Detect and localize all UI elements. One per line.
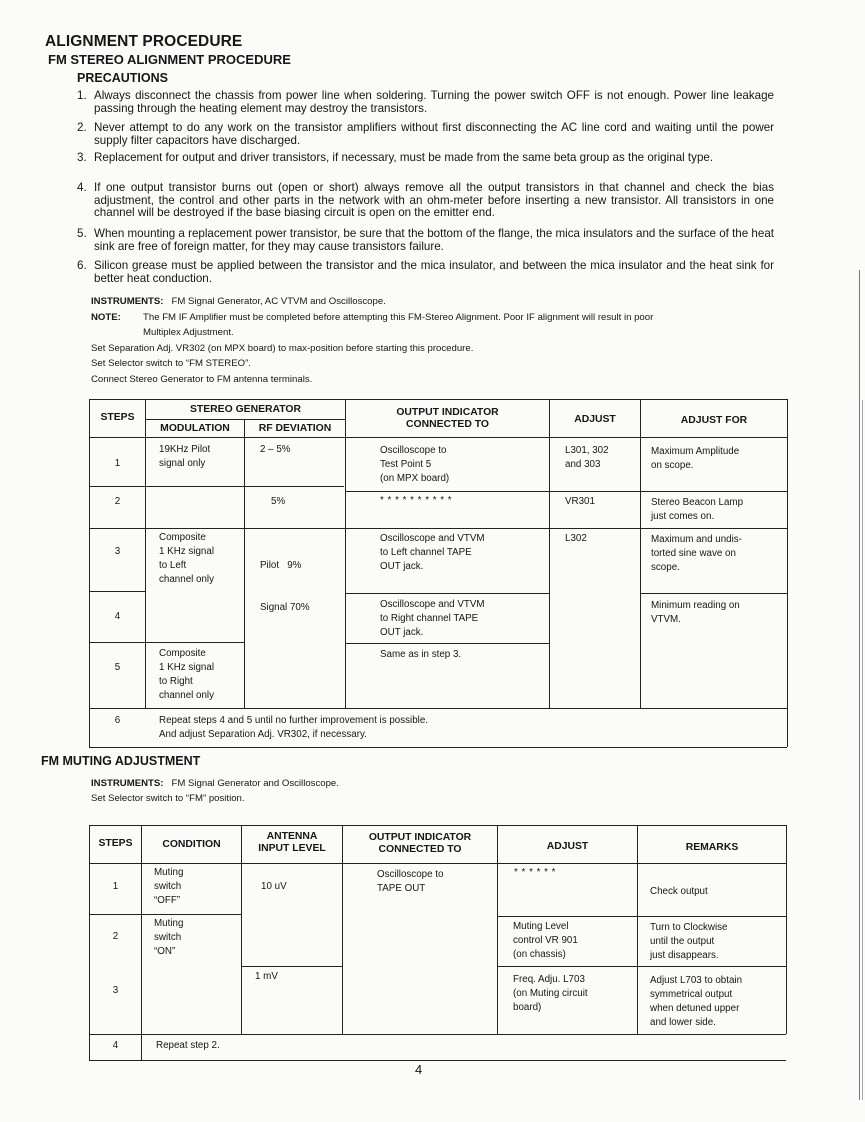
header-condition: CONDITION [162, 839, 221, 850]
condition-cell [154, 917, 183, 959]
instruction-connect: Connect Stereo Generator to FM antenna terminals. [91, 374, 313, 385]
scan-edge [857, 0, 865, 1122]
cell-line: OUT jack. [380, 626, 424, 638]
rf-deviation-cell: 2 – 5% [260, 444, 291, 455]
cell-line: Maximum and undis- [651, 534, 742, 545]
header-steps: STEPS [98, 838, 133, 849]
cell-line: Composite [159, 532, 206, 543]
cell-line: Adjust L703 to obtain [650, 975, 743, 986]
header-modulation: MODULATION [160, 423, 230, 434]
step-number: 4 [114, 611, 121, 622]
condition-cell [154, 866, 183, 908]
cell-line: “ON” [154, 945, 176, 957]
adjust-cell: VR301 [565, 496, 595, 507]
cell-line: control VR 901 [513, 934, 578, 946]
cell-line: until the output [650, 935, 715, 947]
precaution-number: 6. [77, 259, 87, 272]
adjust-cell [513, 920, 578, 962]
cell-line: And adjust Separation Adj. VR302, if necessary. [159, 728, 367, 740]
cell-line: Minimum reading on [651, 600, 740, 611]
cell-line: symmetrical output [650, 988, 733, 1000]
output-indicator-cell [377, 868, 443, 896]
step-number: 2 [112, 931, 119, 942]
cell-line: TAPE OUT [377, 882, 426, 894]
cell-line: (on MPX board) [380, 472, 450, 484]
note-label: NOTE: [91, 312, 121, 323]
precaution-number: 5. [77, 227, 87, 240]
cell-line: to Left [159, 559, 187, 571]
step-number: 3 [112, 985, 119, 996]
cell-line: Repeat steps 4 and 5 until no further improvement is possible. [159, 715, 429, 726]
header-output-line1: OUTPUT INDICATOR [368, 832, 472, 843]
precaution-text: When mounting a replacement power transistor, be sure that the bottom of the flange, the mica insulators and the surface of the heat sink are free of foreign matter, for they may cause transistors failure. [94, 227, 774, 253]
cell-line: 19KHz Pilot [159, 444, 211, 455]
cell-line: Muting [154, 918, 184, 929]
cell-line: Freq. Adju. L703 [513, 974, 585, 985]
precaution-number: 3. [77, 151, 87, 164]
cell-line: to Right channel TAPE [380, 612, 479, 624]
header-steps: STEPS [100, 412, 135, 423]
cell-line: OUT jack. [380, 560, 424, 572]
cell-line: to Left channel TAPE [380, 546, 472, 558]
header-stereo-generator: STEREO GENERATOR [189, 404, 302, 415]
cell-line: Muting Level [513, 921, 569, 932]
cell-line: (on Muting circuit [513, 987, 588, 999]
adjust-cell: * * * * * * [514, 867, 556, 878]
precaution-text: Always disconnect the chassis from power line when soldering. Turning the power switch OFF is not enough. Power line leakage passing through the heating element may destroy the transistors. [94, 89, 774, 115]
cell-line: and lower side. [650, 1016, 716, 1028]
header-antenna-line1: ANTENNA [266, 831, 318, 842]
step-number: 5 [114, 662, 121, 673]
header-output-line1: OUTPUT INDICATOR [396, 407, 499, 418]
remarks-cell [650, 974, 742, 1030]
precaution-number: 4. [77, 181, 87, 194]
step-number: 6 [114, 715, 121, 726]
header-antenna-line2: INPUT LEVEL [258, 843, 326, 854]
cell-line: (on chassis) [513, 948, 566, 960]
cell-line: Oscilloscope and VTVM [380, 533, 485, 544]
header-adjust: ADJUST [546, 841, 589, 852]
cell-line: Stereo Beacon Lamp [651, 497, 744, 508]
cell-line: Pilot 9% [260, 559, 302, 571]
instruments-label: INSTRUMENTS: [91, 296, 164, 307]
instruction-selector: Set Selector switch to “FM STEREO”. [91, 358, 251, 369]
cell-line: Oscilloscope to [380, 445, 447, 456]
precaution-number: 1. [77, 89, 87, 102]
step-number: 2 [114, 496, 121, 507]
output-indicator-cell: Same as in step 3. [380, 649, 462, 660]
precaution-text: Silicon grease must be applied between the transistor and the mica insulator, and between the mica insulator and the heat sink for better heat conduction. [94, 259, 774, 285]
adjust-cell: L302 [565, 533, 587, 544]
cell-line: Maximum Amplitude [651, 446, 740, 457]
step-number: 4 [112, 1040, 119, 1051]
precaution-text: Replacement for output and driver transistors, if necessary, must be made from the same beta group as the original type. [94, 151, 714, 164]
cell-line: Oscilloscope and VTVM [380, 599, 485, 610]
cell-line: when detuned upper [650, 1002, 740, 1014]
header-output-indicator [343, 832, 497, 856]
header-adjust-for: ADJUST FOR [680, 415, 748, 426]
note-text-1: The FM IF Amplifier must be completed before attempting this FM-Stereo Alignment. Poor IF alignment will result in poor [143, 312, 654, 323]
header-antenna-input-level [242, 831, 342, 855]
header-rf-deviation: RF DEVIATION [258, 423, 332, 434]
step-number: 3 [114, 546, 121, 557]
instruction-separation: Set Separation Adj. VR302 (on MPX board) to max-position before starting this procedure. [91, 343, 474, 354]
cell-line: L301, 302 [565, 445, 609, 456]
cell-line: board) [513, 1001, 542, 1013]
cell-line: Muting [154, 867, 184, 878]
cell-line: switch [154, 931, 182, 943]
cell-line: on scope. [651, 459, 694, 471]
cell-line: just disappears. [650, 949, 719, 961]
cell-line: scope. [651, 561, 680, 573]
cell-line: signal only [159, 457, 206, 469]
header-output-line2: CONNECTED TO [406, 419, 489, 430]
page-number: 4 [415, 1062, 423, 1077]
cell-line: Signal 70% [260, 601, 310, 613]
header-output-line2: CONNECTED TO [378, 844, 462, 855]
step4-instruction: Repeat step 2. [156, 1040, 220, 1051]
note-text-2: Multiplex Adjustment. [143, 327, 234, 338]
precautions-heading: PRECAUTIONS [77, 71, 168, 85]
section-title-fm-stereo: FM STEREO ALIGNMENT PROCEDURE [48, 52, 291, 67]
antenna-level-cell: 10 uV [261, 881, 287, 892]
remarks-cell: Check output [650, 886, 708, 897]
cell-line: “OFF” [154, 894, 181, 906]
muting-heading: FM MUTING ADJUSTMENT [41, 754, 201, 768]
cell-line: Composite [159, 648, 206, 659]
instruments-label: INSTRUMENTS: [91, 778, 164, 789]
instruments-text: FM Signal Generator and Oscilloscope. [171, 778, 339, 789]
cell-line: switch [154, 880, 182, 892]
cell-line: just comes on. [651, 510, 715, 522]
cell-line: VTVM. [651, 613, 681, 625]
header-remarks: REMARKS [685, 842, 739, 853]
output-indicator-cell: * * * * * * * * * * [380, 495, 453, 506]
cell-line: torted sine wave on [651, 547, 736, 559]
step-number: 1 [114, 458, 121, 469]
cell-line: channel only [159, 573, 215, 585]
header-adjust: ADJUST [574, 414, 616, 425]
instruments-text: FM Signal Generator, AC VTVM and Oscilloscope. [171, 296, 386, 307]
antenna-level-cell: 1 mV [255, 971, 278, 982]
muting-instruction-selector: Set Selector switch to “FM” position. [91, 793, 245, 804]
precaution-number: 2. [77, 121, 87, 134]
cell-line: Test Point 5 [380, 458, 432, 470]
rf-deviation-cell: 5% [271, 496, 286, 507]
adjust-cell [513, 973, 588, 1015]
step-number: 1 [112, 881, 119, 892]
cell-line: to Right [159, 675, 193, 687]
cell-line: 1 KHz signal [159, 545, 214, 557]
cell-line: and 303 [565, 458, 601, 470]
page-title: ALIGNMENT PROCEDURE [45, 33, 243, 50]
precaution-text: If one output transistor burns out (open or short) always remove all the output transistors in that channel and check the bias adjustment, the control and other parts in the network with an ohm-meter before inserting a new transistor. All transistors in one channel will be destroyed if the base biasing circuit is open on the emitter end. [94, 181, 774, 220]
cell-line: Oscilloscope to [377, 869, 444, 880]
cell-line: Turn to Clockwise [650, 922, 728, 933]
cell-line: 1 KHz signal [159, 661, 214, 673]
remarks-cell [650, 921, 728, 963]
precaution-text: Never attempt to do any work on the transistor amplifiers without first disconnecting the AC line cord and waiting until the power supply filter capacitors have discharged. [94, 121, 774, 147]
cell-line: channel only [159, 689, 215, 701]
